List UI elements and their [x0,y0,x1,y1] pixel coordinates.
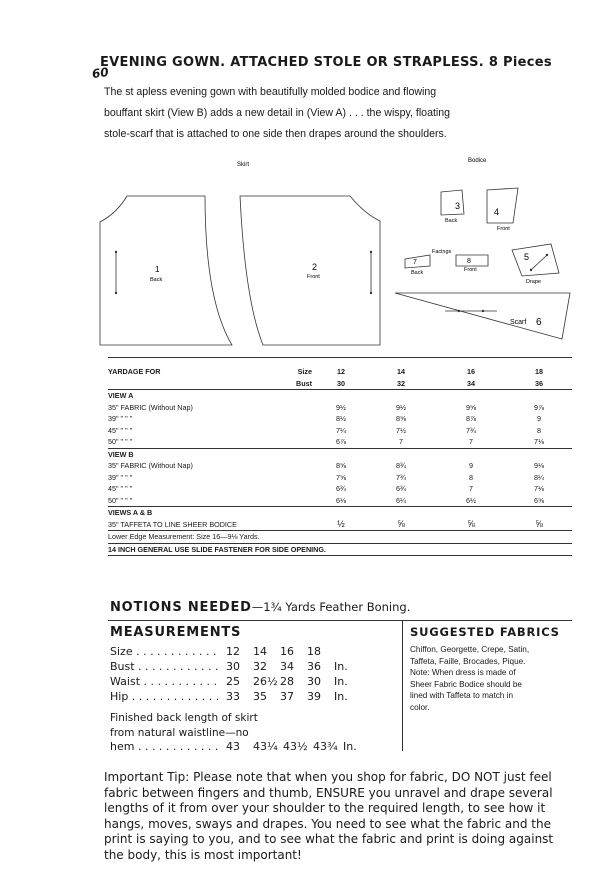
row-label: 45" " " " [108,425,133,435]
row-label: hem . . . . . . . . . . . . [110,740,219,753]
unit: In. [343,740,357,753]
cell: ⅝ [397,519,405,530]
yardage-header: YARDAGE FOR [108,367,161,377]
cell: 26½ [253,675,278,688]
row-label: 45" " " " [108,484,133,494]
cell: 43½ [283,740,308,753]
page-title: EVENING GOWN. ATTACHED STOLE OR STRAPLESS. 8 Pieces [100,55,552,70]
finished-line: Finished back length of skirt [110,712,258,724]
row-label: 35" TAFFETA TO LINE SHEER BODICE [108,519,237,529]
cell: 6⅛ [336,495,346,505]
table-row [108,460,572,472]
fabrics-text [410,644,570,713]
table-row [108,413,572,425]
important-tip: Important Tip: Please note that when you shop for fabric, DO NOT just feel fabric between fingers and thumb, ENSURE you unravel and drape several lengths of it from over your shoulder to the required length, to see how it hangs, moves, sways and drapes. You need to see what the fabric and the print is saying to you, and to see what the fabric and print is doing against the body, this is most important! [104,770,554,862]
cell: 8⅞ [466,414,476,424]
row-label: 39" " " " [108,414,133,424]
size-label: Size [297,367,312,377]
cell: 7 [399,437,403,447]
fabrics-title: SUGGESTED FABRICS [410,625,560,639]
size-value: 16 [467,367,475,377]
fabrics-line: color. [410,702,430,712]
piece-label: Back [150,277,163,283]
pattern-diagram [0,0,600,360]
table-row [108,378,572,390]
measurement-row [110,689,348,704]
hem-row [110,740,357,755]
cell: 6⅝ [534,495,544,505]
cell: 8⅝ [336,461,346,471]
cell: ½ [337,519,345,530]
cell: 7½ [396,425,406,435]
cell: 43¾ [313,740,338,753]
bust-label: Bust [296,378,312,388]
table-row [108,425,572,437]
cell: 30 [226,660,240,673]
cell: 6¼ [396,495,406,505]
fabrics-line: lined with Taffeta to match in [410,691,514,700]
section-row [108,507,572,519]
cell: 7 [469,484,473,494]
piece-number: 1 [155,265,160,274]
cell: 7 [469,437,473,447]
pattern-number: 60 [91,64,110,82]
cell: 9½ [336,402,346,412]
facings-label: Facings [432,249,452,255]
notions-text: —1¾ Yards Feather Boning. [251,600,411,614]
measurement-row [110,659,348,674]
cell: 37 [280,690,294,703]
scarf-piece [395,293,570,339]
table-row [108,366,572,378]
cell: 33 [226,690,240,703]
cell: 6¾ [396,484,406,494]
cell: 12 [226,645,240,658]
skirt-back-piece [100,196,232,345]
description-line: The st apless evening gown with beautifully molded bodice and flowing [104,86,437,98]
cell: 7⅝ [336,472,346,482]
cell: 7¼ [336,425,346,435]
row-label: 50" " " " [108,495,133,505]
section-row [108,448,572,460]
cell: 36 [307,660,321,673]
views-ab-title: VIEWS A & B [108,507,572,519]
cell: 16 [280,645,294,658]
unit: In. [334,660,348,673]
cell: 9 [469,461,473,471]
description-line: bouffant skirt (View B) adds a new detail in (View A) . . . the wispy, floating [104,107,451,119]
cell: 8⅝ [396,414,406,424]
cell: ⅝ [535,519,543,530]
bodice-label: Bodice [468,158,487,164]
table-row [108,402,572,414]
piece-number: 2 [312,262,318,272]
table-row [108,519,572,531]
bodice-back-piece [441,190,464,215]
skirt-front-piece [240,196,380,345]
divider [108,620,572,621]
piece-label: Back [445,218,458,224]
table-row [108,531,572,544]
row-label: 50" " " " [108,437,133,447]
piece-label: Front [307,274,320,280]
lower-edge-note: Lower Edge Measurement: Size 16—9⅛ Yards. [108,531,572,544]
cell: 39 [307,690,321,703]
cell: 8¾ [396,461,406,471]
bust-value: 34 [467,378,475,388]
row-label: 35" FABRIC (Without Nap) [108,402,193,412]
unit: In. [334,675,348,688]
cell: 8¼ [534,472,544,482]
measurement-row [110,674,348,689]
cell: 7⅛ [534,437,544,447]
cell: 6½ [466,495,476,505]
fabrics-line: Sheer Fabric Bodice should be [410,679,522,689]
skirt-label: Skirt [237,162,249,168]
finished-line: from natural waistline—no [110,726,249,739]
fastener-note: 14 INCH GENERAL USE SLIDE FASTENER FOR SIDE OPENING. [108,543,572,556]
size-value: 18 [535,367,543,377]
piece-number: 6 [536,317,542,328]
table-row [108,495,572,507]
piece-label: Drape [526,279,541,285]
piece-number: 5 [524,252,530,262]
size-value: 12 [337,367,345,377]
notions-label: NOTIONS NEEDED [110,600,252,615]
measurements-title: MEASUREMENTS [110,625,242,640]
cell: 35 [253,690,267,703]
cell: 43¼ [253,740,278,753]
piece-label: Front [464,267,477,273]
piece-label: Front [497,226,510,232]
row-label: Bust . . . . . . . . . . . . [110,660,219,673]
section-row [108,390,572,402]
piece-label: Scarf [510,319,527,326]
measurements-table [110,644,348,704]
piece-label: Back [411,270,424,276]
unit: In. [334,690,348,703]
fabrics-line: Taffeta, Faille, Brocades, Pique. [410,656,526,666]
cell: 43 [226,740,240,753]
view-a-title: VIEW A [108,390,572,402]
facing-front-piece [456,255,488,266]
row-label: 35" FABRIC (Without Nap) [108,461,193,471]
bodice-front-piece [487,188,518,223]
bust-value: 36 [535,378,543,388]
cell: 14 [253,645,267,658]
cell: 9½ [396,402,406,412]
fabrics-line: Note: When dress is made of [410,668,516,677]
cell: 6¾ [336,484,346,494]
view-b-title: VIEW B [108,448,572,460]
divider [402,621,403,751]
cell: 9⅞ [534,402,544,412]
cell: 9⅛ [534,461,544,471]
piece-number: 4 [494,207,500,217]
row-label: Waist . . . . . . . . . . . [110,675,217,688]
cell: ⅝ [467,519,475,530]
cell: 18 [307,645,321,658]
cell: 34 [280,660,294,673]
cell: 28 [280,675,294,688]
table-row [108,436,572,448]
notions-line [110,600,410,615]
drape-piece [512,244,559,276]
cell: 8 [537,425,541,435]
cell: 32 [253,660,267,673]
table-row [108,472,572,484]
yardage-table [108,366,572,556]
piece-number: 7 [413,259,417,266]
cell: 30 [307,675,321,688]
cell: 7⅛ [534,484,544,494]
cell: 6⅞ [336,437,346,447]
size-value: 14 [397,367,405,377]
table-row [108,543,572,556]
piece-number: 3 [455,201,461,211]
description-line: stole-scarf that is attached to one side then drapes around the shoulders. [104,128,447,140]
table-row [108,483,572,495]
row-label: Size . . . . . . . . . . . . [110,645,217,658]
row-label: Hip . . . . . . . . . . . . . [110,690,220,703]
cell: 9 [537,414,541,424]
piece-number: 8 [467,258,471,265]
cell: 9⅝ [466,402,476,412]
cell: 8 [469,472,473,482]
fabrics-line: Chiffon, Georgette, Crepe, Satin, [410,645,530,654]
divider [108,357,572,358]
cell: 7¾ [466,425,476,435]
bust-value: 30 [337,378,345,388]
row-label: 39" " " " [108,472,133,482]
bust-value: 32 [397,378,405,388]
cell: 8½ [336,414,346,424]
finished-length [110,711,357,755]
cell: 7¾ [396,472,406,482]
facing-back-piece [405,255,430,268]
measurement-row [110,644,348,659]
cell: 25 [226,675,240,688]
